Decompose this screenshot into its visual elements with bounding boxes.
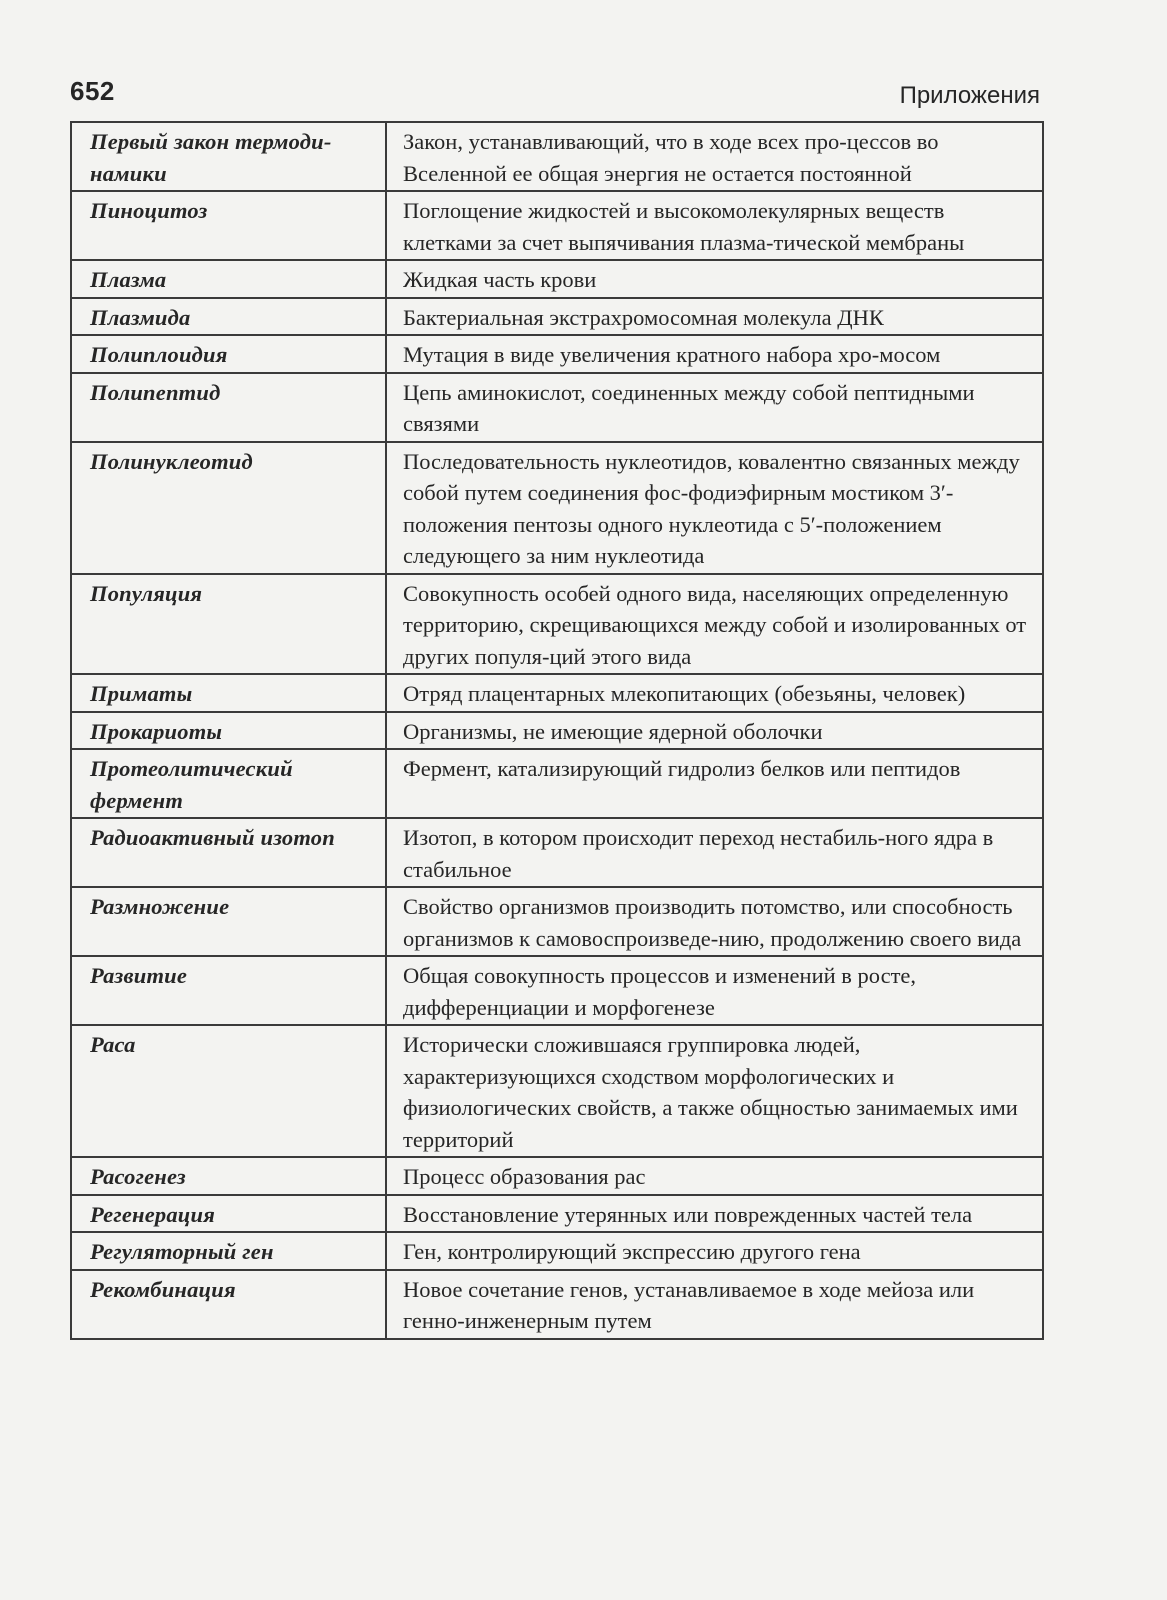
glossary-term: Прокариоты	[71, 712, 386, 750]
glossary-term: Плазмида	[71, 298, 386, 336]
glossary-definition: Исторически сложившаяся группировка людей, характеризующихся сходством морфологических и физиологических свойств, а также общностью занимаемых ими территорий	[386, 1025, 1043, 1157]
glossary-term: Полинуклеотид	[71, 442, 386, 574]
glossary-term: Рекомбинация	[71, 1270, 386, 1339]
glossary-term: Пиноцитоз	[71, 191, 386, 260]
glossary-definition: Совокупность особей одного вида, населяющих определенную территорию, скрещивающихся между собой и изолированных от других популя-ций этого вида	[386, 574, 1043, 675]
glossary-term: Первый закон термоди-намики	[71, 122, 386, 191]
table-row	[71, 298, 1043, 336]
glossary-term: Популяция	[71, 574, 386, 675]
glossary-term: Регенерация	[71, 1195, 386, 1233]
glossary-definition: Организмы, не имеющие ядерной оболочки	[386, 712, 1043, 750]
glossary-definition: Процесс образования рас	[386, 1157, 1043, 1195]
table-row	[71, 1025, 1043, 1157]
table-row	[71, 818, 1043, 887]
glossary-definition: Поглощение жидкостей и высокомолекулярных веществ клетками за счет выпячивания плазма-тической мембраны	[386, 191, 1043, 260]
glossary-definition: Жидкая часть крови	[386, 260, 1043, 298]
glossary-definition: Цепь аминокислот, соединенных между собой пептидными связями	[386, 373, 1043, 442]
glossary-table	[70, 121, 1044, 1340]
glossary-term: Протеолитический фермент	[71, 749, 386, 818]
glossary-definition: Общая совокупность процессов и изменений в росте, дифференциации и морфогенезе	[386, 956, 1043, 1025]
glossary-definition: Ген, контролирующий экспрессию другого гена	[386, 1232, 1043, 1270]
glossary-term: Плазма	[71, 260, 386, 298]
table-row	[71, 191, 1043, 260]
table-row	[71, 574, 1043, 675]
glossary-definition: Последовательность нуклеотидов, ковалентно связанных между собой путем соединения фос-фодиэфирным мостиком 3′-положения пентозы одного нуклеотида с 5′-положением следующего за ним нуклеотида	[386, 442, 1043, 574]
table-row	[71, 712, 1043, 750]
table-row	[71, 956, 1043, 1025]
table-row	[71, 1232, 1043, 1270]
glossary-term: Регуляторный ген	[71, 1232, 386, 1270]
table-row	[71, 122, 1043, 191]
table-row	[71, 749, 1043, 818]
glossary-definition: Мутация в виде увеличения кратного набора хро-мосом	[386, 335, 1043, 373]
glossary-term: Раса	[71, 1025, 386, 1157]
table-row	[71, 1270, 1043, 1339]
glossary-term: Приматы	[71, 674, 386, 712]
table-row	[71, 373, 1043, 442]
table-row	[71, 1195, 1043, 1233]
table-row	[71, 1157, 1043, 1195]
glossary-definition: Закон, устанавливающий, что в ходе всех про-цессов во Вселенной ее общая энергия не остается постоянной	[386, 122, 1043, 191]
glossary-term: Полипептид	[71, 373, 386, 442]
glossary-definition: Новое сочетание генов, устанавливаемое в ходе мейоза или генно-инженерным путем	[386, 1270, 1043, 1339]
table-row	[71, 335, 1043, 373]
glossary-term: Развитие	[71, 956, 386, 1025]
page-number: 652	[70, 76, 115, 106]
table-row	[71, 674, 1043, 712]
glossary-term: Размножение	[71, 887, 386, 956]
glossary-definition: Фермент, катализирующий гидролиз белков или пептидов	[386, 749, 1043, 818]
glossary-definition: Бактериальная экстрахромосомная молекула ДНК	[386, 298, 1043, 336]
table-row	[71, 442, 1043, 574]
table-row	[71, 887, 1043, 956]
glossary-term: Полиплоидия	[71, 335, 386, 373]
section-title: Приложения	[899, 82, 1040, 109]
glossary-definition: Отряд плацентарных млекопитающих (обезьяны, человек)	[386, 674, 1043, 712]
glossary-definition: Восстановление утерянных или поврежденных частей тела	[386, 1195, 1043, 1233]
glossary-definition: Свойство организмов производить потомство, или способность организмов к самовоспроизведе-нию, продолжению своего вида	[386, 887, 1043, 956]
glossary-term: Радиоактивный изотоп	[71, 818, 386, 887]
glossary-term: Расогенез	[71, 1157, 386, 1195]
table-row	[71, 260, 1043, 298]
glossary-definition: Изотоп, в котором происходит переход нестабиль-ного ядра в стабильное	[386, 818, 1043, 887]
